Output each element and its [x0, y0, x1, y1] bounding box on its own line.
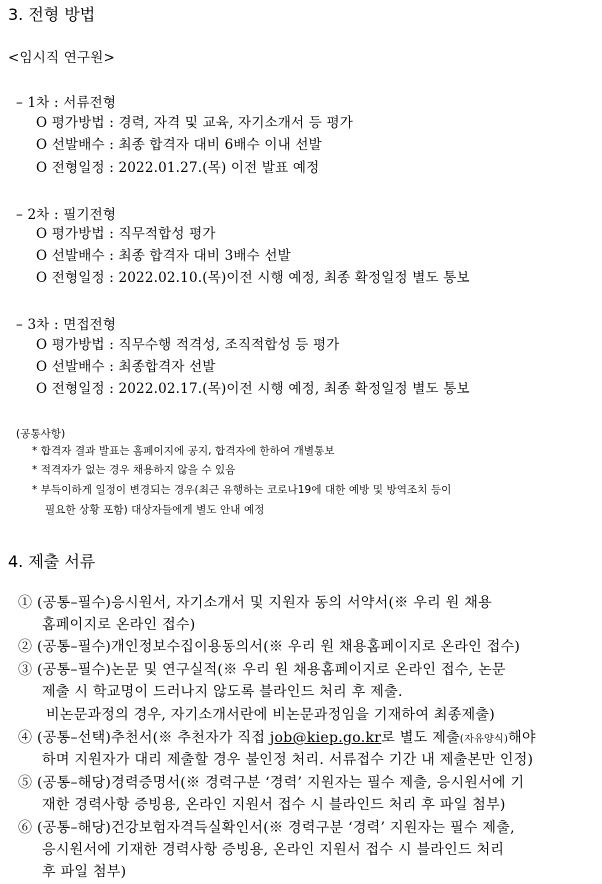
doc-item: ③ (공통–필수)논문 및 연구실적(※ 우리 원 채용홈페이지로 온라인 접수, 논문 — [18, 662, 506, 678]
doc-item: ⑤ (공통–해당)경력증명서(※ 경력구분 ‘경력’ 지원자는 필수 제출, 응시원서에 기 — [18, 775, 525, 791]
note-item: * 합격자 결과 발표는 홈페이지에 공지, 합격자에 한하여 개별통보 — [32, 445, 335, 457]
stage2-item: O 전형일정 : 2022.02.10.(목)이전 시행 예정, 최종 확정일정 별도 통보 — [36, 270, 470, 286]
note-item: * 적격자가 없는 경우 채용하지 않을 수 있음 — [32, 464, 236, 476]
stage1-item: O 전형일정 : 2022.01.27.(목) 이전 발표 예정 — [36, 160, 320, 176]
doc-item-text: ④ (공통–선택)추천서(※ 추천자가 직접 — [18, 730, 270, 746]
doc-item-continued: 비논문과정의 경우, 자기소개서란에 비논문과정임을 기재하여 최종제출) — [46, 707, 495, 723]
category-label: <임시직 연구원> — [8, 50, 115, 66]
section3-heading: 3. 전형 방법 — [8, 5, 96, 24]
stage1-item: O 평가방법 : 경력, 자격 및 교육, 자기소개서 등 평가 — [36, 115, 353, 131]
doc-item-text: 로 별도 제출 — [381, 730, 460, 746]
stage2-item: O 평가방법 : 직무적합성 평가 — [36, 226, 216, 242]
doc-item: ② (공통–필수)개인정보수집이용동의서(※ 우리 원 채용홈페이지로 온라인 접수) — [18, 639, 521, 655]
doc-item-recommendation — [18, 727, 536, 747]
doc-item: ⑥ (공통–해당)건강보험자격득실확인서(※ 경력구분 ‘경력’ 지원자는 필수 제출, — [18, 820, 515, 836]
doc-item: ① (공통–필수)응시원서, 자기소개서 및 지원자 동의 서약서(※ 우리 원 채용 — [18, 595, 492, 611]
doc-item-continued: 응시원서에 기재한 경력사항 증빙용, 온라인 지원서 접수 시 블라인드 처리 — [42, 842, 505, 858]
doc-item-continued: 하며 지원자가 대리 제출할 경우 불인정 처리. 서류접수 기간 내 제출본만 인정) — [42, 752, 534, 768]
doc-item-small-text: (자유양식) — [459, 734, 509, 745]
stage3-item: O 평가방법 : 직무수행 적격성, 조직적합성 등 평가 — [36, 337, 340, 353]
notes-title: (공통사항) — [16, 428, 66, 440]
stage2-item: O 선발배수 : 최종 합격자 대비 3배수 선발 — [36, 248, 291, 264]
stage1-title: – 1차 : 서류전형 — [16, 95, 117, 111]
doc-item-text: 해야 — [508, 730, 536, 746]
doc-item-continued: 홈페이지로 온라인 접수) — [42, 617, 196, 633]
doc-item-continued: 후 파일 첨부) — [42, 864, 127, 880]
note-item: * 부득이하게 일정이 변경되는 경우(최근 유행하는 코로나19에 대한 예방 및 방역조치 등이 — [32, 484, 452, 496]
section4-heading: 4. 제출 서류 — [8, 552, 96, 571]
email-link[interactable]: job@kiep.go.kr — [269, 730, 382, 746]
stage3-item: O 전형일정 : 2022.02.17.(목)이전 시행 예정, 최종 확정일정 별도 통보 — [36, 381, 470, 397]
stage2-title: – 2차 : 필기전형 — [16, 207, 117, 223]
doc-item-continued: 제출 시 학교명이 드러나지 않도록 블라인드 처리 후 제출. — [42, 684, 403, 700]
note-item-continued: 필요한 상황 포함) 대상자들에게 별도 안내 예정 — [45, 504, 265, 516]
doc-item-continued: 재한 경력사항 증빙용, 온라인 지원서 접수 시 블라인드 처리 후 파일 첨부) — [42, 797, 506, 813]
stage3-title: – 3차 : 면접전형 — [16, 317, 117, 333]
stage1-item: O 선발배수 : 최종 합격자 대비 6배수 이내 선발 — [36, 137, 322, 153]
stage3-item: O 선발배수 : 최종합격자 선발 — [36, 359, 216, 375]
